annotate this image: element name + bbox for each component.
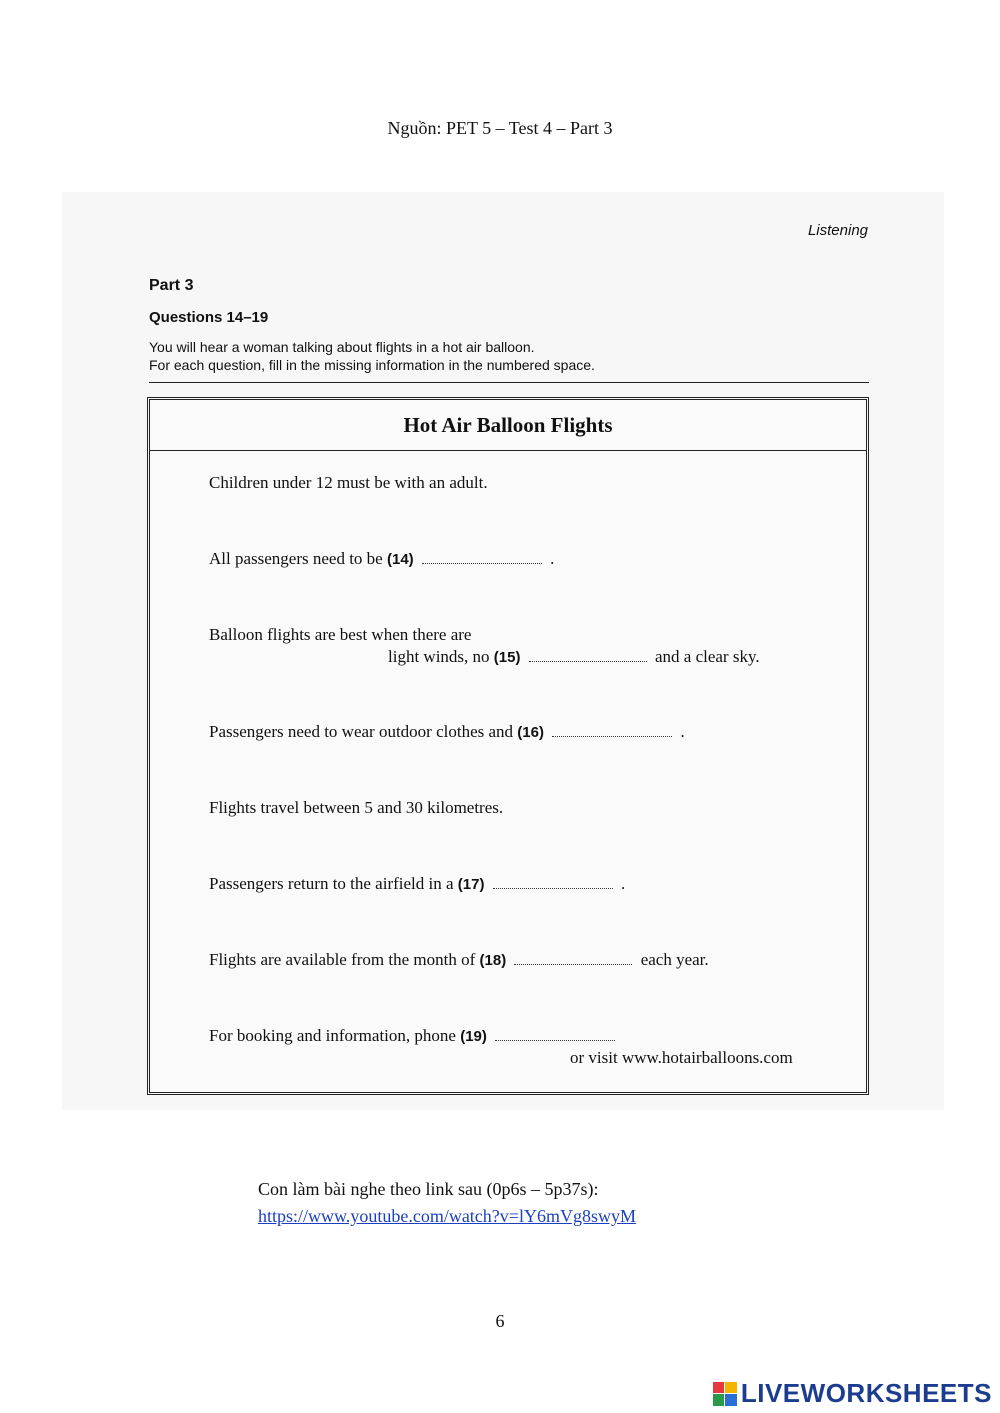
answer-blank-18[interactable] [514, 952, 632, 965]
scanned-exercise [62, 192, 944, 1110]
youtube-link[interactable]: https://www.youtube.com/watch?v=lY6mVg8swyM [258, 1206, 636, 1226]
question-number: (19) [460, 1028, 487, 1045]
answer-blank-15[interactable] [529, 649, 647, 662]
flights-box [147, 397, 869, 1095]
question-17 [209, 874, 625, 894]
brand-name: LIVEWORKSHEETS [740, 1378, 992, 1408]
liveworksheets-logo-icon [713, 1382, 737, 1406]
statement-text: Flights are available from the month of [209, 950, 476, 969]
answer-blank-19[interactable] [495, 1028, 615, 1041]
part-title: Part 3 [149, 277, 194, 294]
liveworksheets-brand [713, 1378, 992, 1409]
statement-text: . [550, 549, 555, 568]
question-18 [209, 950, 709, 970]
page-number: 6 [495, 1311, 505, 1331]
statement-text: Passengers return to the airfield in a [209, 874, 454, 893]
statement-text: or visit www.hotairballoons.com [570, 1048, 793, 1067]
statement-text: Children under 12 must be with an adult. [209, 473, 488, 492]
statement-distance [209, 798, 503, 818]
listening-instruction-text: Con làm bài nghe theo link sau (0p6s – 5p37s): [258, 1179, 599, 1199]
statement-text: For booking and information, phone [209, 1026, 456, 1045]
box-title: Hot Air Balloon Flights [150, 400, 866, 451]
instruction-line-1: You will hear a woman talking about flights in a hot air balloon. [149, 339, 535, 355]
listening-instructions [258, 1176, 636, 1230]
statement-text: . [620, 874, 626, 893]
question-number: (17) [457, 876, 485, 893]
statement-children [209, 473, 488, 493]
question-number: (16) [517, 724, 544, 741]
question-19 [209, 1026, 619, 1046]
question-number: (18) [479, 952, 507, 969]
question-19-website [570, 1048, 793, 1068]
question-16 [209, 722, 685, 742]
statement-text: Flights travel between 5 and 30 kilometres. [209, 798, 504, 817]
question-15-line-a [209, 625, 471, 645]
question-number: (14) [386, 551, 414, 568]
statement-text: Balloon flights are best when there are [209, 625, 472, 644]
instruction-line-2: For each question, fill in the missing information in the numbered space. [149, 357, 595, 373]
statement-text: All passengers need to be [209, 549, 383, 568]
statement-text: . [680, 722, 685, 741]
section-label: Listening [807, 222, 868, 239]
question-number: (15) [493, 649, 521, 666]
question-14 [209, 549, 554, 569]
statement-text: light winds, no [388, 647, 490, 666]
answer-blank-16[interactable] [552, 724, 672, 737]
statement-text: each year. [640, 950, 709, 969]
answer-blank-17[interactable] [493, 876, 613, 889]
source-line: Nguồn: PET 5 – Test 4 – Part 3 [387, 118, 613, 138]
questions-label: Questions 14–19 [149, 309, 269, 326]
question-15 [388, 647, 760, 667]
answer-blank-14[interactable] [422, 551, 542, 564]
statement-text: and a clear sky. [654, 647, 760, 666]
statement-text: Passengers need to wear outdoor clothes and [209, 722, 514, 741]
divider [149, 382, 869, 383]
